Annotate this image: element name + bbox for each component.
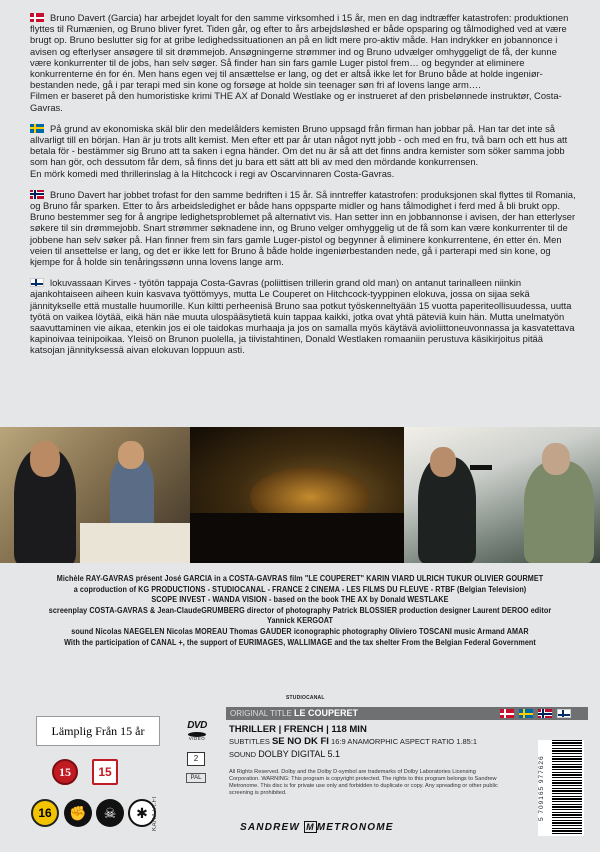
norway-flag-icon [30, 190, 44, 199]
credits-line: a coproduction of KG PRODUCTIONS - STUDIOCANAL - FRANCE 2 CINEMA - LES FILMS DU FLEUVE - RTBF (Belgian Television) [73, 583, 527, 594]
credits-line: With the participation of CANAL +, the support of EURIMAGES, WALLIMAGE and the tax shelter From the Belgian Federal Government [64, 636, 536, 647]
age-rating-label: Lämplig Från 15 år [36, 716, 160, 746]
credits-block [48, 573, 552, 647]
man-head-figure [30, 441, 60, 477]
denmark-flag-icon [500, 709, 514, 718]
region-code-badge: 2 [187, 752, 205, 766]
legal-notice: All Rights Reserved. Dolby and the Dolby D-symbol are trademarks of Dolby Laboratories Licensing Corporation. WARNING: This program is copyright protected. The rights to this program belongs to Sandrew Metronome. This disc is for private use only and forbidden to duplicate or copy. Any spreading or other public screening is prohibited. [229, 769, 498, 796]
sound-line: SOUND DOLBY DIGITAL 5.1 [229, 749, 341, 759]
finland-flag-icon [557, 709, 571, 718]
credits-line: SCOPE INVEST - WANDA VISION - based on the book THE AX by Donald WESTLAKE [151, 594, 449, 605]
barcode-digits: 5 709165 977626 [538, 755, 545, 821]
age-rating-15-red-badge: 15 [52, 759, 78, 785]
karaja-label: KARAJA.FI [152, 796, 158, 831]
synopsis-text-2: En mörk komedi med thrillerinslag à la Hitchcock i regi av Oscarvinnaren Costa-Gavras. [30, 167, 395, 179]
car-interior-shadow [190, 513, 404, 563]
sweden-flag-icon [519, 709, 533, 718]
synopsis-text-2: Filmen er baseret på den humoristiske krimi THE AX af Donald Westlake og er instrueret af den prisbelønnede instruktør, Costa-Gavras. [30, 90, 562, 113]
film-still-car-night [190, 427, 404, 563]
genre-language-runtime: THRILLER | FRENCH | 118 MIN [229, 724, 367, 735]
synopsis-section [30, 12, 578, 366]
m-logo-icon: M [306, 822, 315, 832]
woman-head-figure [118, 441, 144, 469]
original-title-bar: ORIGINAL TITLE LE COUPERET [226, 707, 588, 720]
film-still-gun-scene [404, 427, 600, 563]
age-rating-15-square-badge: 15 [92, 759, 118, 785]
sweden-flag-icon [30, 124, 44, 133]
older-man-head-figure [542, 443, 570, 475]
spider-icon: ✱ [128, 799, 156, 827]
film-stills-strip [0, 427, 600, 563]
synopsis-swedish [30, 123, 578, 179]
sandrew-metronome-logo: SANDREW M METRONOME [240, 822, 394, 833]
finland-flag-icon [30, 278, 44, 287]
technical-specs [229, 724, 477, 761]
synopsis-norwegian [30, 189, 578, 267]
synopsis-text: Bruno Davert har jobbet trofast for den samme bedriften i 15 år. Så inntreffer katastrofen: produksjonen skal flyttes til Romania, og Bruno får sparken. Etter to års arbeidsledighet er både hans oppsparte midler og hans tålmodighet i ferd med å bli brukt opp. Bruno bestemmer seg for å angripe ledighetsproblemet på alternativt vis. Han setter inn en jobbannonse i avisen, der han etterlyser søkere til sin drømmejobb. Snart strømmer søknadene inn, og Bruno velger omhyggelig ut de få som kan være konkurrenter til de jobbene han selv søker på. Han finner frem sin fars gamle Luger-pistol og begynner å eliminere konkurrentene, én etter én. Men veien til ansettelse er lang, og det er ikke lett for Bruno å både holde ingeniørbestanden nede, gå i parterapi med sin kone, og kjempe for å holde sin tenåringssønn unna lovens lange arm. [30, 188, 576, 268]
norway-flag-icon [538, 709, 552, 718]
barcode [538, 740, 584, 836]
language-flags [500, 709, 571, 718]
credits-line: screenplay COSTA-GAVRAS & Jean-ClaudeGRUMBERG director of photography Patrick BLOSSIER production designer Laurent DEROO editor Yannick KERGOAT [48, 604, 552, 626]
barcode-bars [552, 740, 582, 836]
synopsis-finnish [30, 277, 578, 355]
gunman-head-figure [430, 447, 456, 477]
pistol [470, 465, 492, 470]
original-title: LE COUPERET [294, 708, 359, 718]
film-still-dinner [0, 427, 190, 563]
credits-line: sound Nicolas NAEGELEN Nicolas MOREAU Thomas GAUDER iconographic photography Oliviero TOSCANI music Armand AMAR [71, 625, 529, 636]
synopsis-text: På grund av ekonomiska skäl blir den medelålders kemisten Bruno uppsagd från firman han jobbar på. Han tar det inte så allvarligt till en början. Han är ju trots allt kemist. Men efter ett par år utan något nytt jobb - och med en fru, två barn och ett hus att betala för - bestämmer sig Bruno att ta saken i egna händer. Om det nu är så att det finns andra kemister som söker samma jobb som han gör, och dessutom får dem, så finns det ju bara ett sätt att bli av med den mördande konkurrensen. [30, 122, 568, 168]
fear-icon: ☠ [96, 799, 124, 827]
pal-format-badge: PAL [186, 773, 206, 783]
synopsis-text: lokuvassaan Kirves - työtön tappaja Costa-Gavras (poliittisen trillerin grand old man) on antanut tarinalleen niinkin ajankohtaiseen aiheen kuin kasvava työttömyys, mutta Le Couperet on Hitchcock-tyyppinen elokuva, jossa on sijaa sekä jännitykselle että mustalle huumorille. Kun kiltti perheenisä Bruno saa potkut työskenneltyään 15 vuotta paperiteollisuudessa, uutta työtä on vaikea löytää, eikä hän näe muuta ulospääsytietä kuin tappaa kaikki, jotka ovat yhtä päteviä kuin hän. Mutta unelmatyön saavuttaminen vie aikaa, etenkin jos ei ole taidokas murhaaja ja jos on samalla myös käytävä avioliittoneuvonnassa ja kasvatettava kapinoivaa teinipoikaa. Yleisö on Brunon puolella, ja tiivistahtinen, Donald Westlaken romaaniin perustuva käsikirjoitus pitää katsojan jännityksessä aivan elokuvan loppuun asti. [30, 277, 575, 356]
dvd-video-logo: DVD VIDEO [187, 720, 207, 741]
older-man-figure [524, 461, 594, 563]
credits-line: Michèle RAY-GAVRAS présent José GARCIA in a COSTA-GAVRAS film "LE COUPERET" KARIN VIARD ULRICH TUKUR OLIVIER GOURMET [56, 573, 544, 583]
subtitles-aspect-line: SUBTITLES SE NO DK FI 16:9 ANAMORPHIC ASPECT RATIO 1.85:1 [229, 736, 478, 747]
synopsis-danish [30, 12, 578, 113]
denmark-flag-icon [30, 13, 44, 22]
synopsis-text: Bruno Davert (Garcia) har arbejdet loyalt for den samme virksomhed i 15 år, men en dag indtræffer katastrofen: produktionen flyttes til Rumænien, og Bruno bliver fyret. Tiden går, og efter to års arbejdsløshed er både opsparing og tålmodighed ved at være brugt op. Bruno beslutter sig for at gribe ledighedssituationen an på en lidt mere pro-aktiv måde. Han indrykker en jobannonce i avisen og efterlyser ansøgere til sit drømmejob. Ansøgningerne strømmer ind og Bruno udvælger omhyggeligt de få, der kunne være konkurrenter til de jobs, han selv søger. Så finder han sin fars gamle Luger pistol frem… og begynder at eliminere konkurrenterne én for én. Men hans egen vej til ansættelse er lang, og det er altså ikke let for Bruno både at holde ingeniør-bestanden nede, gå i par terapi med sin kone og forsøge at holde sin teenager søn fri af lovens lange arm…. [30, 12, 569, 91]
violence-icon: ✊ [64, 799, 92, 827]
table-cloth [80, 523, 190, 563]
age-rating-16-badge: 16 [31, 799, 59, 827]
studiocanal-logo: STUDIOCANAL [286, 695, 325, 701]
